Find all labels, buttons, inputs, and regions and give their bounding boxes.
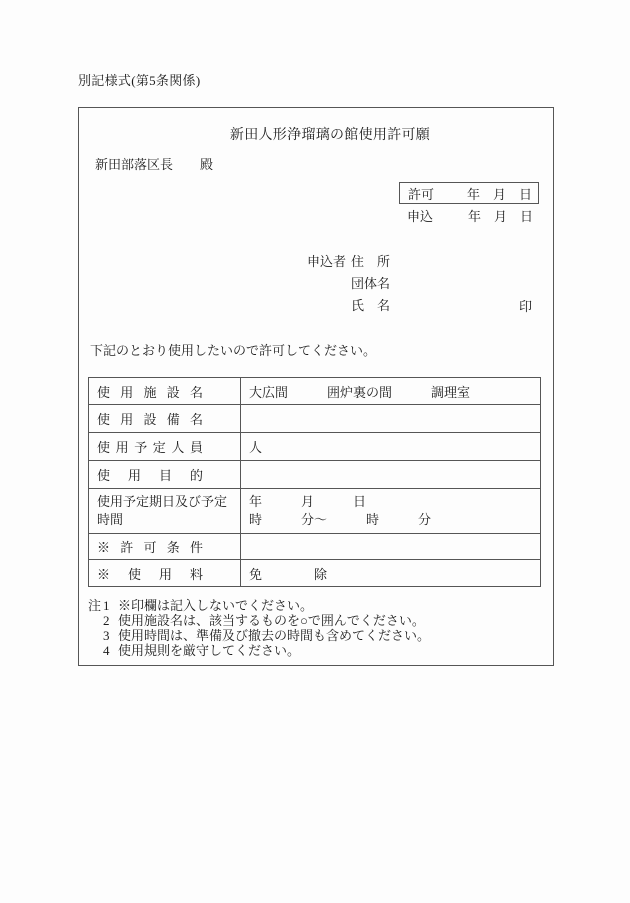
row-label: 使用目的 xyxy=(97,468,203,483)
note-number: 2 xyxy=(103,613,110,628)
row-label: 使用予定期日及び予定時間 xyxy=(97,494,228,527)
table-row-purpose xyxy=(89,461,541,489)
note-number: 4 xyxy=(103,643,110,658)
apply-date-value: 年 月 日 xyxy=(467,208,533,224)
permit-date-value: 年 月 日 xyxy=(466,186,532,202)
note-marker: 注 xyxy=(88,598,102,613)
row-value: 免 除 xyxy=(241,560,541,587)
instruction-text: 下記のとおり使用したいので許可してください。 xyxy=(90,343,377,358)
form-note: 別記様式(第5条関係) xyxy=(78,73,201,88)
note-number: 3 xyxy=(103,628,110,643)
apply-date-label: 申込 xyxy=(407,208,434,224)
row-value xyxy=(241,405,541,433)
table-row-conditions xyxy=(89,534,541,560)
apply-date-row xyxy=(399,204,539,226)
note-line xyxy=(88,643,430,658)
row-label: ※許可条件 xyxy=(97,540,203,555)
seal-mark: 印 xyxy=(519,299,533,314)
addressee-honorific: 殿 xyxy=(200,157,214,172)
applicant-name-label: 氏 名 xyxy=(351,298,391,313)
date-box xyxy=(399,182,539,226)
permit-date-row xyxy=(399,182,539,204)
row-value: 人 xyxy=(241,433,541,461)
row-label: ※使用料 xyxy=(97,566,203,582)
application-form-box xyxy=(78,107,554,666)
note-text: 使用時間は、準備及び撤去の時間も含めてください。 xyxy=(118,628,431,643)
addressee-name: 新田部落区長 xyxy=(95,157,174,172)
row-value xyxy=(241,534,541,560)
note-text: ※印欄は記入しないでください。 xyxy=(118,598,314,613)
notes-block xyxy=(88,598,430,658)
note-text: 使用施設名は、該当するものを○で囲んでください。 xyxy=(118,613,425,628)
table-row-persons xyxy=(89,433,541,461)
permit-date-label: 許可 xyxy=(408,186,435,202)
table-row-equipment xyxy=(89,405,541,433)
schedule-time-line: 時 分～ 時 分 xyxy=(249,512,432,527)
table-row-fee xyxy=(89,560,541,587)
row-value xyxy=(241,461,541,489)
usage-table xyxy=(88,377,541,587)
applicant-block xyxy=(307,251,390,317)
table-row-facility xyxy=(89,378,541,405)
row-label: 使用予定人員 xyxy=(97,440,203,455)
applicant-label: 申込者 xyxy=(307,254,347,269)
row-label: 使用設備名 xyxy=(97,412,203,427)
addressee-line xyxy=(95,154,213,173)
applicant-name-line xyxy=(307,295,390,317)
applicant-address-line xyxy=(307,251,390,273)
applicant-group-line xyxy=(307,273,390,295)
note-line xyxy=(88,628,430,643)
note-number: 1 xyxy=(103,598,110,613)
note-line xyxy=(88,598,430,613)
form-title: 新田人形浄瑠璃の館使用許可願 xyxy=(229,128,431,143)
note-text: 使用規則を厳守してください。 xyxy=(118,643,301,658)
applicant-address-label: 住 所 xyxy=(351,254,391,269)
row-value: 大広間 囲炉裏の間 調理室 xyxy=(241,378,541,405)
row-label: 使用施設名 xyxy=(97,384,203,400)
schedule-date-line: 年 月 日 xyxy=(249,494,367,509)
applicant-group-label: 団体名 xyxy=(351,276,391,291)
note-line xyxy=(88,613,430,628)
table-row-schedule xyxy=(89,489,541,534)
